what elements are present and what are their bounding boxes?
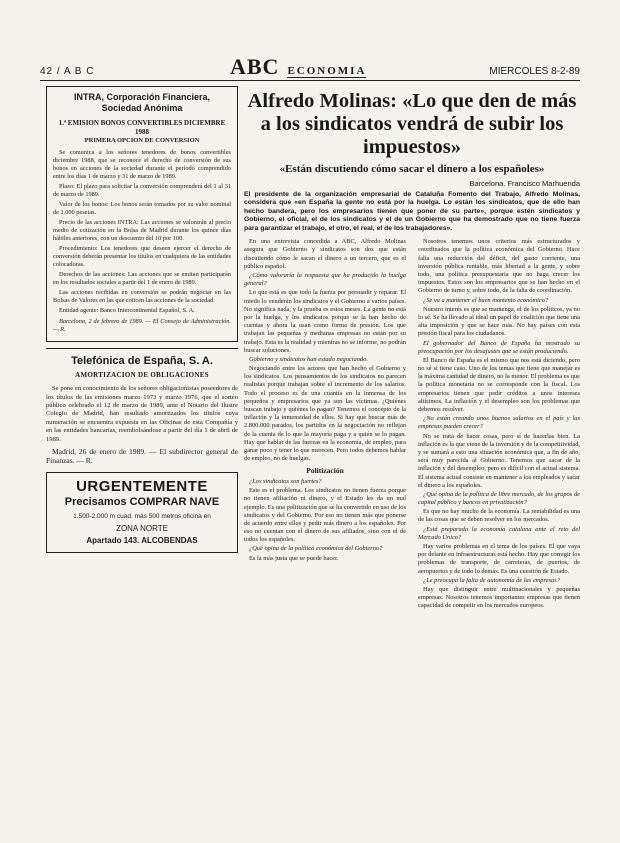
telefonica-subtitle: AMORTIZACION DE OBLIGACIONES <box>75 371 209 380</box>
article-paragraph: El Banco de España es el mismo que nos está diciendo, pero no sé si tiene caso. Uno de los temas que tiene que manejar es la máxima cantidad de dinero, no la menor. El problema es que la política monetaria no se corresponde con la fiscal. Los empresarios tienen que pedir créditos a unos intereses altísimos. La inflación y el desempleo son los problemas que debemos resolver. <box>418 356 580 414</box>
masthead <box>40 54 580 81</box>
article-headline: Alfredo Molinas: «Lo que den de más a los sindicatos vendrá de subir los impuestos» <box>247 90 577 158</box>
article-paragraph: Lo que está es que todo la fuerza por persuadir y reparar. El miedo lo venderán los sindicatos y el Gobierno a varios países. No significa nada, y la prueba es estos meses. La gente no está por la huelga, y los sindicatos porque se la han hecho de cuentas y ahora la usan como forma de presión. Los que trabajan las pequeñas y medianas empresas no están por su trabajo. Esta es la realidad y mientras no se informe, no podrán buscar soluciones. <box>244 289 406 354</box>
nave-ad-address: Apartado 143. ALCOBENDAS <box>86 536 198 546</box>
interview-question: ¿Los sindicatos son fuertes? <box>249 477 322 485</box>
article-column-2 <box>418 238 580 611</box>
interview-question: ¿Qué opina de la política de libre mercado, de los grupos de capital público y bancos en privatización? <box>418 490 580 507</box>
interview-question: ¿Está preparada la economía catalana ante el reto del Mercado Único? <box>418 525 580 541</box>
nave-ad-zone: ZONA NORTE <box>116 524 168 534</box>
article-paragraph: Hay varios problemas en el tema de los países. El que vaya por delante en infraestructuras está hecho. Hay que corregir los problemas de transporte, de carreteras, de puertos, de aeropuertos y de todo lo demás. Es una cuestión de Estado. <box>418 543 580 575</box>
intra-paragraph: Derechos de las acciones: Las acciones que se emitan participarán en los resultados sociales a partir del 1 de enero de 1989. <box>53 270 231 286</box>
intra-paragraph: Plazo: El plazo para solicitar la conversión comprenderá del 1 al 31 de marzo de 1989. <box>53 182 231 198</box>
telefonica-title: Telefónica de España, S. A. <box>71 354 213 367</box>
intra-paragraph: Las acciones recibidas en conversión se podrán negociar en las Bolsas de Valores en las que coticen las acciones de la sociedad. <box>53 288 231 304</box>
interview-question: ¿Le preocupa la falta de autonomía de las empresas? <box>423 576 560 584</box>
intra-signature: Barcelona, 2 de febrero de 1989. — El Consejo de Administración. — R. <box>53 317 231 333</box>
intra-notice <box>46 86 238 342</box>
nave-ad-details: 1.500-2.000 m cuad. más 500 metros oficina en <box>73 512 211 520</box>
article-subhead: «Están discutiendo cómo sacar el dinero a los españoles» <box>279 162 545 175</box>
intra-notice-heading: PRIMERA OPCION DE CONVERSION <box>84 136 200 144</box>
article-paragraph: Negociando entre los actores que han hecho el Gobierno y los sindicatos. Los pensamientos de los sindicatos no parecen realistas porque trabajan sobre el incremento de los salarios. Todo el proceso es de una cuantía en la inmensa de los pequeños y empresarios que ya son las víctimas. ¿Quiénes buscan trabajo y quiénes lo pagan? Tenemos el concepto de la inflación y la inmensidad de ellos. Si hay que buscar más de 2.800.000 parados, los partidos en la negociación no reflejan de la cuenta de lo que la mayoría paga y a quién se lo pagan. Hay que hablar de las fuerzas en la economía, de empleo, para ganar poco y tener lo que merecen. Pero todos debemos hablar de empleo, no de huelgas. <box>244 365 406 463</box>
newspaper-logo <box>230 54 366 80</box>
telefonica-notice <box>46 348 238 466</box>
main-article <box>244 86 580 612</box>
interview-question: ¿No están creando unos buenos salarios en el país y las empresas pueden crecer? <box>418 415 580 431</box>
nave-ad-headline: URGENTEMENTE <box>76 477 208 495</box>
intra-issue: 1.ª EMISION BONOS CONVERTIBLES DICIEMBRE 1988 <box>58 118 226 136</box>
issue-date: MIERCOLES 8-2-89 <box>489 66 580 77</box>
article-paragraph: Nosotros tenemos unos criterios más estructurados y coordinados que la política económica del Gobierno. Hace falta una reducción del déficit, del gasto corriente, una inversión pública rentable, más libertad a la gente, y sobre todo, una política presupuestaria que no haga crecer los impuestos. Estos son los empresarios que se han hecho en el Gobierno de turno y, sobre todo, de la falta de coordinación. <box>418 238 580 295</box>
interview-question: ¿Qué opina de la política económica del Gobierno? <box>249 545 383 553</box>
article-interhead: Politización <box>306 466 344 476</box>
article-paragraph: Nuestro interés es que se mantenga, el de los políticos, ya no lo sé. Se ha llevado al ideal un papel de coalición que tiene una alta imposición y que se hace más. No hay países con esta presión fiscal para los ciudadanos. <box>418 305 580 338</box>
left-column <box>46 86 238 553</box>
intra-paragraph: Valor de los bonos: Los bonos serán tomados por su valor nominal de 1.000 pesetas. <box>53 200 231 216</box>
interview-question: Gobierno y sindicatos han estado negociando. <box>249 355 368 363</box>
article-paragraph: Es que no hay mucho de la economía. La rentabilidad es una de las cosas que se deben resolver en los mercados. <box>418 508 580 524</box>
telefonica-paragraph: Se pone en conocimiento de los señores obligacionistas poseedores de los títulos de las emisiones marzo 1973 y marzo 1976, que el sorteo público celebrado el 12 de marzo de 1989, ante el Notario del Ilustre Colegio de Madrid, han resultado amortizados los títulos cuya numeración se encuentra expuesta en las Oficinas de esta Compañía y en las entidades bancarias, reembolsándose a partir del día 1 de abril de 1989. <box>46 385 238 443</box>
nave-classified-ad <box>46 472 238 554</box>
intra-paragraph: Procedimiento: Los tenedores que deseen ejercer el derecho de conversión deberán presentar los títulos en cualquiera de las entidades colocadoras. <box>53 244 231 268</box>
article-byline: Barcelona. Francisco Marhuenda <box>469 178 580 188</box>
article-columns <box>244 238 580 611</box>
article-lede: El presidente de la organización empresarial de Cataluña Fomento del Trabajo, Alfredo Molinas, considera que «en España la gente no está por la huelga. Lo están los sindicatos, que de ello han hecho bandera, pero los empresarios tienen que poner de su parte», porque estén sindicatos y Gobierno, el oficial, el de los sindicatos y el de un Gobierno que ha demostrado que no tiene fuerza para garantizar el trabajo, el otro, el real, el de los trabajadores». <box>244 190 580 232</box>
telefonica-signature: Madrid, 26 de enero de 1989. — El subdirector general de Finanzas. — R. <box>46 446 238 466</box>
section-title: ECONOMIA <box>287 65 367 77</box>
interview-question: El gobernador del Banco de España ha mostrado su preocupación por los desajustes que se están produciendo. <box>418 339 580 355</box>
intra-title: INTRA, Corporación Financiera, Sociedad Anónima <box>73 92 211 114</box>
intra-paragraph: Entidad agente: Banco Intercontinental Español, S. A. <box>59 306 195 314</box>
page-number: 42 / A B C <box>40 66 95 77</box>
intra-paragraph: Se comunica a los señores tenedores de bonos convertibles diciembre 1988, que se reconoce el derecho de conversión de sus bonos en acciones de la sociedad durante el período comprendido entre los días 1 de marzo y 31 de marzo de 1989. <box>53 148 231 180</box>
intra-paragraph: Precio de las acciones INTRA: Las acciones se valorarán al precio medio de cotización en la Bolsa de Madrid durante los quince días hábiles anteriores, con un descuento del 10 por 100. <box>53 218 231 242</box>
logo-text: ABC <box>230 54 280 79</box>
article-paragraph: Hay que distinguir entre multinacionales y pequeñas empresas. Nosotros tenemos importantes empresas que tienen capacidad de competir en los mercados europeos. <box>418 585 580 610</box>
article-paragraph: No se trata de hacer cosas, pero sí de hacerlas bien. La inflación es la que viene de la inversión y de la competitividad, y se sumará a esto una situación económica que, a fin de año, será muy parecida al Gobierno. Tenemos que sacar de la inflación y del desempleo, pero es difícil con el actual sistema. El sistema actual consiste en mantener a los empleados y sacar el dinero a los españoles. <box>418 432 580 489</box>
article-column-1 <box>244 238 406 611</box>
nave-ad-subheadline: Precisamos COMPRAR NAVE <box>64 495 220 508</box>
interview-question: ¿Se va a mantener el buen momento económico? <box>423 296 549 304</box>
article-paragraph: En una entrevista concedida a ABC, Alfredo Molinas asegura que Gobierno y sindicatos son dos que están discutiendo cómo le sacan el dinero a un tercero, que es el público español. <box>244 238 406 270</box>
article-paragraph: Es la más justa que se puede hacer. <box>249 554 339 562</box>
article-paragraph: Este es el problema. Los sindicatos no tienen fuerza porque no tienen afiliación ni dinero, y el Estado les da un mal ejemplo. Es una politización que se ha convertido en uso de los sindicatos y del Gobierno. Por eso no tienen más que ponerse de acuerdo entre ellos y pedir más dinero a los españoles. Por eso no cuentan con el dinero de sus afiliados, sino con el de todos los españoles. <box>244 487 406 544</box>
interview-question: ¿Cómo valoraría la respuesta que ha producido la huelga general? <box>244 272 406 288</box>
